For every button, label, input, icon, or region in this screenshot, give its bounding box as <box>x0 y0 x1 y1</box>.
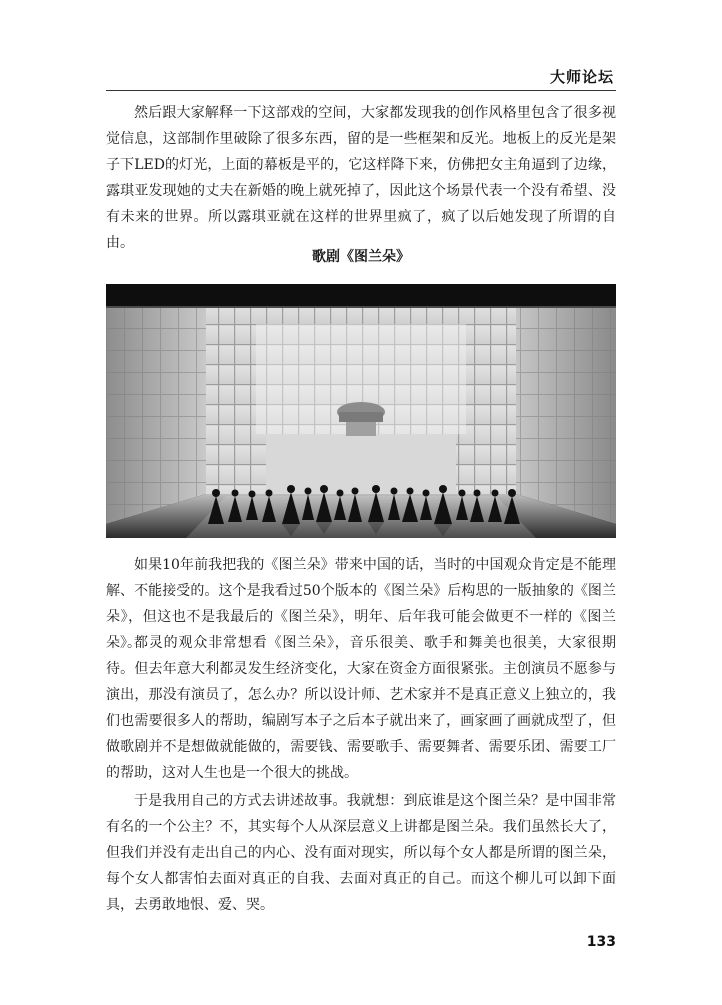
running-header <box>106 56 616 91</box>
section-title: 大师论坛 <box>549 68 614 86</box>
body-paragraph-3: 都灵的观众非常想看《图兰朵》，音乐很美、歌手和舞美也很美，大家很期待。但去年意大利都灵发生经济变化，大家在资金方面很紧张。主创演员不愿参与演出，那没有演员了，怎么办？所以设计师、艺术家并不是真正意义上独立的，我们也需要很多人的帮助，编剧写本子之后本子就出来了，画家画了画就成型了，但做歌剧并不是想做就能做的，需要钱、需要歌手、需要舞者、需要乐团、需要工厂的帮助，这对人生也是一个很大的挑战。 <box>106 635 616 781</box>
body-paragraph-4: 于是我用自己的方式去讲述故事。我就想：到底谁是这个图兰朵？是中国非常有名的一个公主？不，其实每个人从深层意义上讲都是图兰朵。我们虽然长大了，但我们并没有走出自己的内心、没有面对现实，所以每个女人都是所谓的图兰朵，每个女人都害怕去面对真正的自我、去面对真正的自己。而这个柳儿可以卸下面具，去勇敢地恨、爱、哭。 <box>106 793 616 913</box>
page-number: 133 <box>586 934 616 950</box>
body-paragraph-2: 如果10年前我把我的《图兰朵》带来中国的话，当时的中国观众肯定是不能理解、不能接受的。这个是我看过50个版本的《图兰朵》后构思的一版抽象的《图兰朵》，但这也不是我最后的《图兰朵》，明年、后年我可能会做更不一样的《图兰朵》。 <box>106 557 616 651</box>
body-paragraph-1: 然后跟大家解释一下这部戏的空间，大家都发现我的创作风格里包含了很多视觉信息，这部制作里破除了很多东西，留的是一些框架和反光。地板上的反光是架子下LED的灯光，上面的幕板是平的，它这样降下来，仿佛把女主角逼到了边缘，露琪亚发现她的丈夫在新婚的晚上就死掉了，因此这个场景代表一个没有希望、没有未来的世界。所以露琪亚就在这样的世界里疯了，疯了以后她发现了所谓的自由。 <box>106 105 616 251</box>
figure-caption: 歌剧《图兰朵》 <box>312 249 410 265</box>
opera-stage-photo <box>106 284 616 538</box>
